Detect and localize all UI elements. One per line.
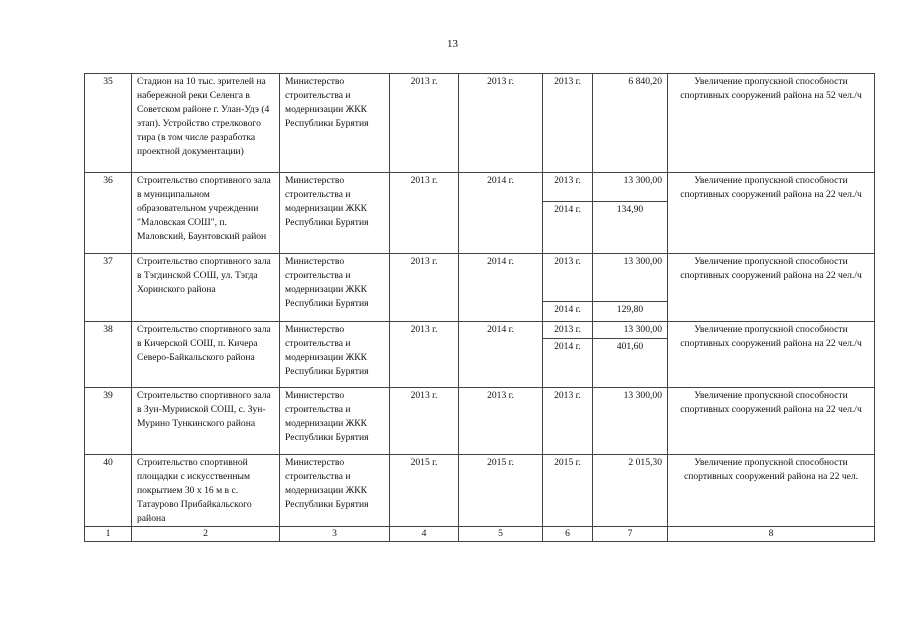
financing-amount: 134,90	[593, 201, 667, 217]
start-year: 2013 г.	[390, 388, 459, 455]
executor: Министерство строительства и модернизации ЖКК Республики Бурятия	[280, 173, 390, 254]
column-number: 7	[593, 527, 668, 542]
column-number: 6	[543, 527, 593, 542]
start-year: 2013 г.	[390, 74, 459, 173]
row-number: 39	[85, 388, 132, 455]
executor: Министерство строительства и модернизации ЖКК Республики Бурятия	[280, 254, 390, 322]
financing-year: 2014 г.	[543, 201, 592, 217]
column-number: 1	[85, 527, 132, 542]
row-number: 38	[85, 322, 132, 388]
executor: Министерство строительства и модернизации ЖКК Республики Бурятия	[280, 455, 390, 527]
financing-year: 2013 г.	[554, 175, 581, 186]
program-table	[84, 73, 875, 542]
page-number: 13	[447, 38, 458, 50]
end-year: 2013 г.	[459, 74, 543, 173]
end-year: 2014 г.	[459, 173, 543, 254]
start-year: 2013 г.	[390, 322, 459, 388]
financing-amount: 401,60	[593, 338, 667, 354]
financing-year: 2013 г.	[554, 256, 581, 267]
financing-amounts	[593, 322, 668, 388]
financing-amount: 129,80	[593, 301, 667, 317]
expected-result: Увеличение пропускной способности спортивных сооружений района на 22 чел./ч	[668, 254, 875, 322]
table-row	[85, 388, 875, 455]
executor: Министерство строительства и модернизации ЖКК Республики Бурятия	[280, 388, 390, 455]
table-row	[85, 74, 875, 173]
object-name: Стадион на 10 тыс. зрителей на набережной реки Селенга в Советском районе г. Улан-Удэ (4 этап). Устройство стрелкового тира (в том числе разработка проектной документации)	[132, 74, 280, 173]
table-row	[85, 254, 875, 322]
financing-amount: 13 300,00	[593, 388, 668, 455]
table-row	[85, 455, 875, 527]
start-year: 2015 г.	[390, 455, 459, 527]
object-name: Строительство спортивного зала в Зун-Мурииской СОШ, с. Зун-Мурино Тункинского района	[132, 388, 280, 455]
object-name: Строительство спортивного зала в Кичерской СОШ, п. Кичера Северо-Байкальского района	[132, 322, 280, 388]
row-number: 37	[85, 254, 132, 322]
financing-year: 2013 г.	[543, 74, 593, 173]
end-year: 2014 г.	[459, 254, 543, 322]
financing-amount: 13 300,00	[623, 175, 662, 186]
financing-year: 2015 г.	[543, 455, 593, 527]
financing-amounts	[593, 173, 668, 254]
column-number: 5	[459, 527, 543, 542]
column-number: 3	[280, 527, 390, 542]
expected-result: Увеличение пропускной способности спортивных сооружений района на 22 чел./ч	[668, 173, 875, 254]
financing-year: 2014 г.	[543, 338, 592, 354]
object-name: Строительство спортивной площадки с искусственным покрытием 30 х 16 м в с. Татаурово Прибайкальского района	[132, 455, 280, 527]
executor: Министерство строительства и модернизации ЖКК Республики Бурятия	[280, 322, 390, 388]
expected-result: Увеличение пропускной способности спортивных сооружений района на 52 чел./ч	[668, 74, 875, 173]
financing-amount: 13 300,00	[623, 256, 662, 267]
financing-amount: 13 300,00	[623, 324, 662, 335]
financing-year: 2013 г.	[543, 388, 593, 455]
financing-amounts	[593, 254, 668, 322]
financing-years	[543, 254, 593, 322]
row-number: 36	[85, 173, 132, 254]
object-name: Строительство спортивного зала в Тэгдинской СОШ, ул. Тэгда Хоринского района	[132, 254, 280, 322]
column-number: 2	[132, 527, 280, 542]
financing-amount: 2 015,30	[593, 455, 668, 527]
row-number: 35	[85, 74, 132, 173]
expected-result: Увеличение пропускной способности спортивных сооружений района на 22 чел./ч	[668, 322, 875, 388]
column-number: 8	[668, 527, 875, 542]
financing-year: 2013 г.	[554, 324, 581, 335]
end-year: 2014 г.	[459, 322, 543, 388]
column-number: 4	[390, 527, 459, 542]
financing-amount: 6 840,20	[593, 74, 668, 173]
executor: Министерство строительства и модернизации ЖКК Республики Бурятия	[280, 74, 390, 173]
object-name: Строительство спортивного зала в муниципальном образовательном учреждении "Маловская СОШ", п. Маловский, Баунтовский район	[132, 173, 280, 254]
start-year: 2013 г.	[390, 173, 459, 254]
end-year: 2013 г.	[459, 388, 543, 455]
financing-years	[543, 173, 593, 254]
table-row	[85, 173, 875, 254]
expected-result: Увеличение пропускной способности спортивных сооружений района на 22 чел.	[668, 455, 875, 527]
financing-year: 2014 г.	[543, 301, 592, 317]
end-year: 2015 г.	[459, 455, 543, 527]
column-numbers-row	[85, 527, 875, 542]
table-row	[85, 322, 875, 388]
financing-years	[543, 322, 593, 388]
row-number: 40	[85, 455, 132, 527]
start-year: 2013 г.	[390, 254, 459, 322]
expected-result: Увеличение пропускной способности спортивных сооружений района на 22 чел./ч	[668, 388, 875, 455]
